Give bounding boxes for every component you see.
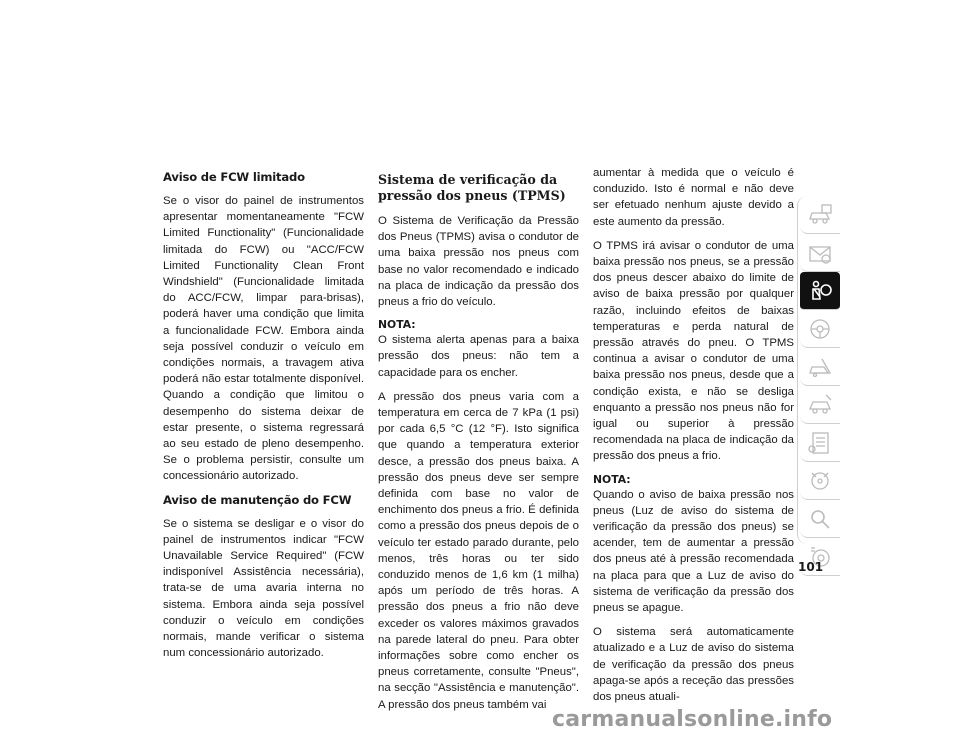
note-label: NOTA: — [378, 318, 416, 332]
note-text: O sistema alerta apenas para a baixa pressão dos pneus: não tem a capacidade para os encher. — [378, 334, 579, 379]
column-1 — [163, 170, 364, 669]
paragraph: O TPMS irá avisar o condutor de uma baixa pressão nos pneus, se a pressão dos pneus descer abaixo do limite de aviso de baixa pressão por qualquer razão, incluindo efeitos de baixas temperaturas e perda natural de pressão através do pneu. O TPMS continua a avisar o condutor de uma baixa pressão nos pneus, desde que a condição exista, e não se desliga enquanto a pressão nos pneus não for igual ou superior à pressão recomendada na placa de indicação da pressão dos pneus a frio. — [593, 239, 794, 463]
paragraph: Se o sistema se desligar e o visor do painel de instrumentos indicar "FCW Unavailable Service Required" (FCW indisponível Assistência necessária), trata-se de uma avaria interna no sistema. Embora ainda seja possível conduzir o veículo em condições normais, mande verificar o sistema num concessionário autorizado. — [163, 517, 364, 660]
car-info-icon[interactable] — [800, 196, 840, 234]
paragraph: O Sistema de Verificação da Pressão dos Pneus (TPMS) avisa o condutor de uma baixa pressão nos pneus com base no valor recomendado e indicado na placa de indicação da pressão dos pneus a frio do veículo. — [378, 215, 579, 309]
steering-wheel-icon[interactable] — [800, 310, 840, 348]
section-heading-fcw-limited: Aviso de FCW limitado — [163, 170, 305, 184]
note-text: Quando o aviso de baixa pressão nos pneus (Luz de aviso do sistema de verificação da pressão dos pneus) se acender, tem de aumentar a pressão dos pneus até à pressão recomendada na placa para que a Luz de aviso do sistema de verificação da pressão dos pneus se apague. — [593, 488, 794, 615]
specifications-list-icon[interactable] — [800, 424, 840, 462]
watermark: carmanualsonline.info — [552, 707, 833, 732]
section-heading-tpms: Sistema de verificação da pressão dos pneus (TPMS) — [378, 172, 566, 203]
section-heading-fcw-maintenance: Aviso de manutenção do FCW — [163, 492, 352, 507]
dashboard-warning-icon[interactable] — [800, 234, 840, 272]
paragraph: O sistema será automaticamente atualizado e a Luz de aviso do sistema de verificação da pressão dos pneus apaga-se após a receção das pressões dos pneus atuali- — [593, 626, 794, 704]
seatbelt-airbag-icon[interactable] — [800, 272, 840, 310]
note-label: NOTA: — [593, 472, 631, 486]
chapter-sidebar — [800, 196, 844, 576]
emergency-car-icon[interactable] — [800, 348, 840, 386]
paragraph: Se o visor do painel de instrumentos apresentar momentaneamente "FCW Limited Functionality" (Funcionalidade limitada do FCW) ou "ACC/FCW Limited Functionality Clean Front Windshield" (Funcionalidade limitada do ACC/FCW, limpar para-brisas), poderá haver uma condição que limita a funcionalidade FCW. Embora ainda seja possível conduzir o veículo em condições normais, a travagem ativa poderá não estar totalmente disponível. Quando a condição que limitou o desempenho do sistema deixar de estar presente, o sistema regressará ao seu estado de pleno desempenho. Se o problema persistir, consulte um concessionário autorizado. — [163, 195, 364, 483]
column-2 — [378, 170, 579, 721]
page-number: 101 — [798, 560, 824, 574]
search-index-icon[interactable] — [800, 500, 840, 538]
multimedia-icon[interactable] — [800, 462, 840, 500]
car-service-icon[interactable] — [800, 386, 840, 424]
paragraph: A pressão dos pneus varia com a temperatura em cerca de 7 kPa (1 psi) por cada 6,5 °C (12 °F). Isto significa que quando a temperatura exterior desce, a pressão dos pneus baixa. A pressão dos pneus deve ser sempre definida com base no valor de enchimento dos pneus a frio. É definida como a pressão dos pneus depois de o veículo ter estado parado durante, pelo menos, três horas ou ter sido conduzido menos de 1,6 km (1 milha) após um período de três horas. A pressão dos pneus a frio não deve exceder os valores máximos gravados na parede lateral do pneu. Para obter informações sobre como encher os pneus corretamente, consulte "Pneus", na secção "Assistência e manutenção". A pressão dos pneus também vai — [378, 390, 579, 711]
paragraph: aumentar à medida que o veículo é conduzido. Isto é normal e não deve ser efetuado nenhum ajuste devido a este aumento da pressão. — [593, 167, 794, 228]
column-3 — [593, 165, 794, 713]
